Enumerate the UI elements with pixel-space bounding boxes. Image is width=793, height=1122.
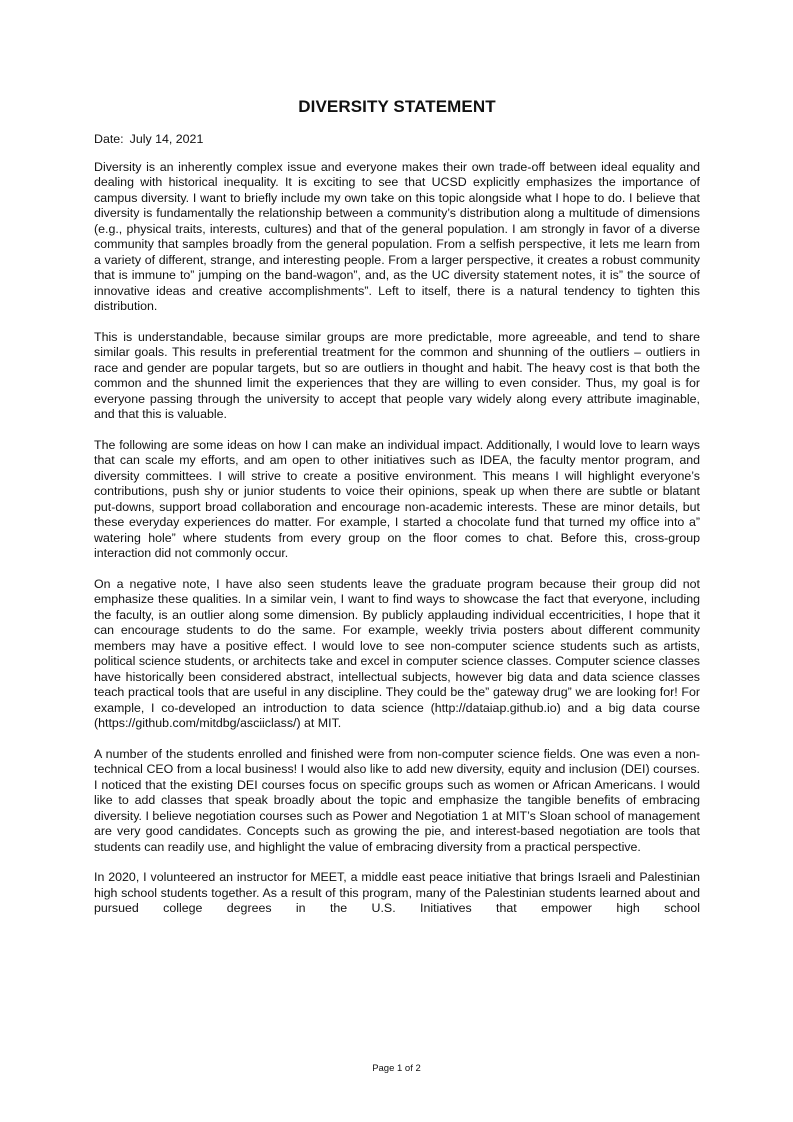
document-title: DIVERSITY STATEMENT (298, 97, 496, 116)
paragraph-3: The following are some ideas on how I can make an individual impact. Additionally, I would love to learn ways that can scale my efforts, and am open to other initiatives such as IDEA, the faculty mentor program, and diversity committees. I will strive to create a positive environment. This means I will highlight everyone’s contributions, push shy or junior students to voice their opinions, speak up when there are subtle or blatant put-downs, support broad collaboration and encourage non-academic interests. These are minor details, but these everyday experiences do matter. For example, I started a chocolate fund that turned my office into a” watering hole” where students from every group on the floor comes to chat. Before this, cross-group interaction did not commonly occur. (94, 437, 700, 560)
paragraph-1: Diversity is an inherently complex issue and everyone makes their own trade-off between ideal equality and dealing with historical inequality. It is exciting to see that UCSD explicitly emphasizes the importance of campus diversity. I want to briefly include my own take on this topic alongside what I hope to do. I believe that diversity is fundamentally the relationship between a community’s distribution along a multitude of dimensions (e.g., physical traits, interests, cultures) and that of the general population. I am strongly in favor of a diverse community that samples broadly from the general population. From a selfish perspective, it lets me learn from a variety of different, strange, and interesting people. From a larger perspective, it creates a robust community that is immune to” jumping on the band-wagon”, and, as the UC diversity statement notes, it is” the source of innovative ideas and creative accomplishments”. Left to itself, there is a natural tendency to tighten this distribution. (94, 159, 700, 313)
paragraph-5: A number of the students enrolled and finished were from non-computer science fields. One was even a non-technical CEO from a local business! I would also like to add new diversity, equity and inclusion (DEI) courses. I noticed that the existing DEI courses focus on specific groups such as women or African Americans. I would like to add classes that speak broadly about the topic and emphasize the tangible benefits of embracing diversity. I believe negotiation courses such as Power and Negotiation 1 at MIT’s Sloan school of management are very good candidates. Concepts such as growing the pie, and interest-based negotiation are tools that students can readily use, and highlight the value of embracing diversity from a practical perspective. (94, 746, 700, 854)
paragraph-4: On a negative note, I have also seen students leave the graduate program because their group did not emphasize these qualities. In a similar vein, I want to find ways to showcase the fact that everyone, including the faculty, is an outlier along some dimension. By publicly applauding individual eccentricities, I hope that it can encourage students to do the same. For example, weekly trivia posters about different community members may have a positive effect. I would love to see non-computer science students such as artists, political science students, or architects take and excel in computer science classes. Computer science classes have historically been considered abstract, intellectual subjects, however big data and data science classes teach practical tools that are useful in any discipline. They could be the” gateway drug” we are looking for! For example, I co-developed an introduction to data science (http://dataiap.github.io) and a big data course (https://github.com/mitdbg/asciiclass/) at MIT. (94, 576, 700, 730)
date-label: Date: (94, 132, 124, 146)
date-line (94, 132, 700, 148)
page-footer (0, 1063, 793, 1075)
page-indicator: Page 1 of 2 (372, 1063, 421, 1074)
paragraph-2: This is understandable, because similar groups are more predictable, more agreeable, and tend to share similar goals. This results in preferential treatment for the common and shunning of the outliers – outliers in race and gender are popular targets, but so are outliers in thought and habit. The heavy cost is that both the common and the shunned limit the experiences that they are willing to even consider. Thus, my goal is for everyone passing through the university to accept that people vary widely along every attribute imaginable, and that this is valuable. (94, 329, 700, 421)
date-value: July 14, 2021 (129, 132, 204, 146)
document-page (94, 96, 700, 932)
paragraph-6: In 2020, I volunteered an instructor for MEET, a middle east peace initiative that brings Israeli and Palestinian high school students together. As a result of this program, many of the Palestinian students learned about and pursued college degrees in the U.S. Initiatives that empower high school (94, 870, 700, 915)
